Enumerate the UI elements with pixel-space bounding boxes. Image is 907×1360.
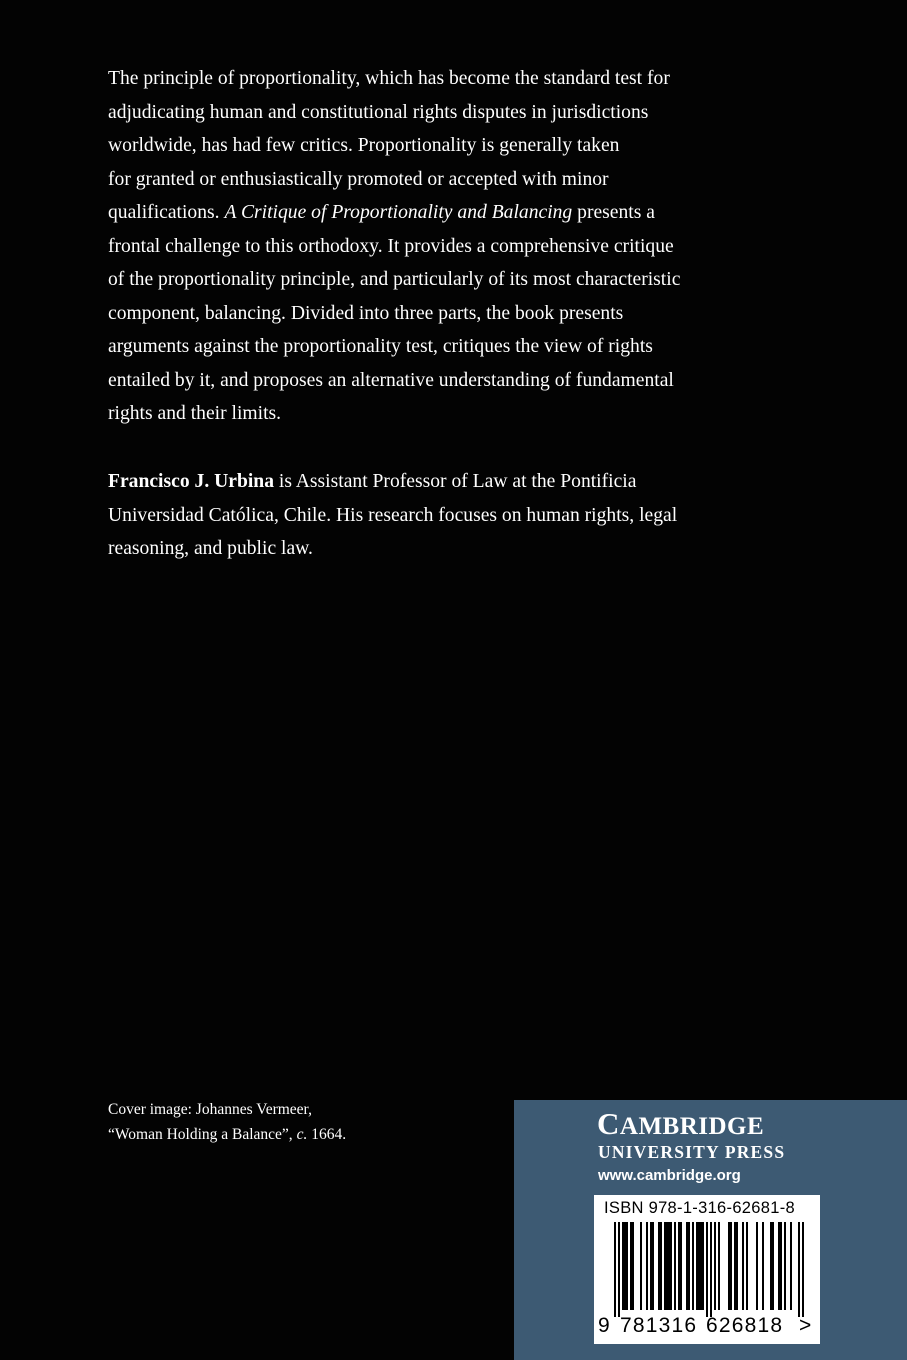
bio-line: reasoning, and public law. <box>108 538 313 559</box>
description-line: entailed by it, and proposes an alternative understanding of fundamental <box>108 369 674 391</box>
description-line: arguments against the proportionality test, critiques the view of rights <box>108 336 653 357</box>
isbn-label: ISBN 978-1-316-62681-8 <box>604 1199 795 1217</box>
barcode-quiet-mark: > <box>799 1314 813 1337</box>
description-line: for granted or enthusiastically promoted or accepted with minor <box>108 168 609 190</box>
description-line: worldwide, has had few critics. Proportionality is generally taken <box>108 135 620 156</box>
barcode-bar <box>710 1222 712 1317</box>
isbn-barcode <box>594 1195 820 1344</box>
barcode-bar <box>658 1222 660 1310</box>
barcode-bar <box>650 1222 652 1310</box>
description-line: rights and their limits. <box>108 403 282 424</box>
barcode-bar <box>614 1222 616 1317</box>
barcode-bar <box>778 1222 780 1310</box>
barcode-bar <box>784 1222 786 1310</box>
credit-circa: c. <box>296 1126 308 1143</box>
book-description <box>108 62 758 431</box>
barcode-bar <box>630 1222 632 1310</box>
barcode-bar <box>622 1222 624 1310</box>
barcode-digit-group-right: 626818 <box>706 1314 784 1337</box>
barcode-bar <box>770 1222 772 1310</box>
barcode-bar <box>756 1222 758 1310</box>
barcode-digit-first: 9 <box>598 1314 611 1337</box>
credit-line: Cover image: Johannes Vermeer, <box>108 1101 312 1118</box>
barcode-bar <box>646 1222 648 1310</box>
barcode-bar <box>640 1222 642 1310</box>
description-line-suffix: presents a <box>577 202 655 223</box>
barcode-bar <box>688 1222 690 1310</box>
barcode-bar <box>790 1222 792 1310</box>
publisher-name-rest: AMBRIDGE <box>619 1113 765 1140</box>
barcode-bar <box>706 1222 708 1317</box>
publisher-logo-name <box>597 1106 764 1142</box>
bio-line: Universidad Católica, Chile. His research focuses on human rights, legal <box>108 504 678 526</box>
barcode-bar <box>666 1222 668 1310</box>
publisher-name-initial: C <box>597 1106 620 1141</box>
barcode-bar <box>668 1222 670 1310</box>
barcode-bar <box>698 1222 700 1310</box>
author-bio <box>108 465 758 566</box>
barcode-bar <box>780 1222 782 1310</box>
barcode-bar <box>702 1222 704 1310</box>
barcode-bar <box>678 1222 680 1310</box>
barcode-bar <box>696 1222 698 1310</box>
cover-image-credit <box>108 1097 346 1147</box>
barcode-bar <box>680 1222 682 1310</box>
barcode-bar <box>670 1222 672 1310</box>
barcode-bar <box>742 1222 744 1310</box>
credit-title: “Woman Holding a Balance”, <box>108 1126 297 1143</box>
barcode-bar <box>730 1222 732 1310</box>
barcode-bar <box>718 1222 720 1310</box>
barcode-bar <box>746 1222 748 1310</box>
barcode-bar <box>762 1222 764 1310</box>
barcode-bar <box>652 1222 654 1310</box>
description-line: frontal challenge to this orthodoxy. It provides a comprehensive critique <box>108 235 674 257</box>
barcode-bar <box>626 1222 628 1310</box>
barcode-bar <box>632 1222 634 1310</box>
barcode-bar <box>700 1222 702 1310</box>
barcode-bar <box>802 1222 804 1317</box>
barcode-bar <box>664 1222 666 1310</box>
description-line: of the proportionality principle, and particularly of its most characteristic <box>108 269 681 290</box>
barcode-bar <box>686 1222 688 1310</box>
barcode-bar <box>660 1222 662 1310</box>
publisher-panel <box>514 1100 907 1360</box>
barcode-digits <box>594 1314 820 1342</box>
author-name: Francisco J. Urbina <box>108 471 274 492</box>
description-line <box>108 196 758 230</box>
description-line: adjudicating human and constitutional rights disputes in jurisdictions <box>108 101 649 123</box>
barcode-bar <box>618 1222 620 1317</box>
bio-line-rest: is Assistant Professor of Law at the Pontificia <box>274 471 637 492</box>
barcode-bar <box>734 1222 736 1310</box>
barcode-bars <box>594 1222 820 1317</box>
credit-line <box>108 1122 346 1147</box>
barcode-bar <box>674 1222 676 1310</box>
description-line: The principle of proportionality, which has become the standard test for <box>108 68 670 89</box>
barcode-bar <box>772 1222 774 1310</box>
description-line-prefix: qualifications. <box>108 202 225 223</box>
publisher-press: UNIVERSITY PRESS <box>598 1142 786 1162</box>
barcode-bar <box>624 1222 626 1310</box>
barcode-digit-group-left: 781316 <box>620 1314 698 1337</box>
barcode-bar <box>736 1222 738 1310</box>
description-line: component, balancing. Divided into three parts, the book presents <box>108 302 624 324</box>
credit-year: 1664. <box>307 1126 347 1143</box>
publisher-url: www.cambridge.org <box>598 1167 741 1184</box>
bio-line <box>108 465 758 499</box>
book-title-italic: A Critique of Proportionality and Balancing <box>224 202 573 223</box>
barcode-bar <box>728 1222 730 1310</box>
barcode-bar <box>692 1222 694 1310</box>
barcode-bar <box>714 1222 716 1310</box>
barcode-bar <box>798 1222 800 1317</box>
